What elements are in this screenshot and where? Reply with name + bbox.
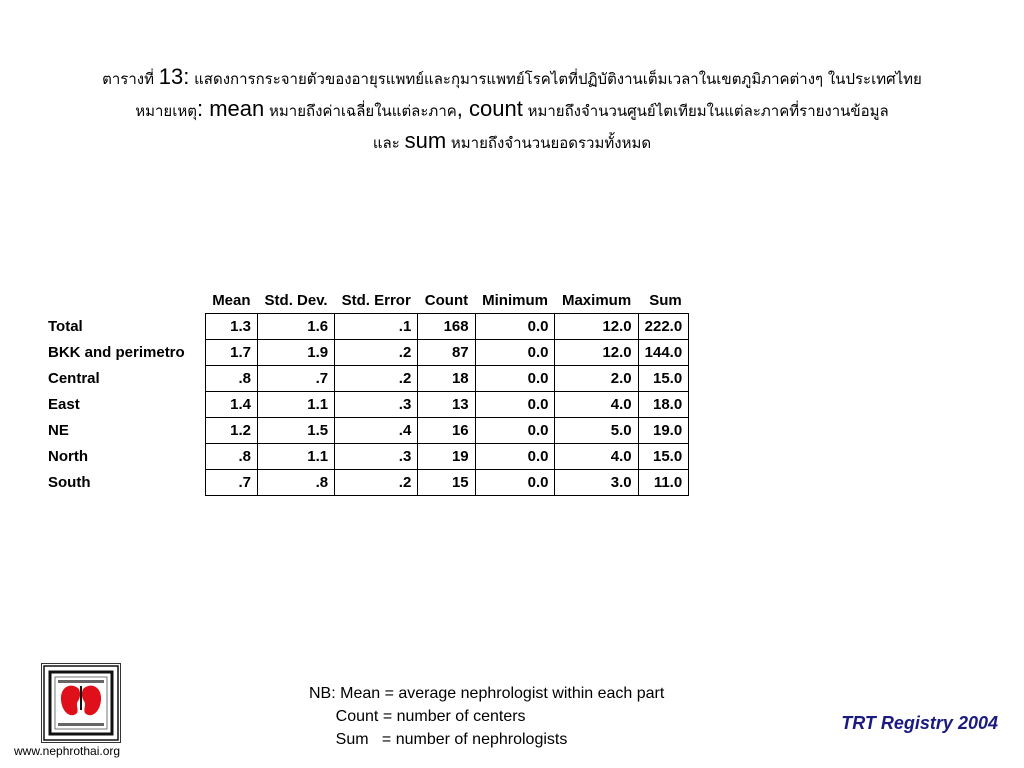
- table-cell: 2.0: [555, 366, 638, 392]
- table-cell: .8: [258, 470, 335, 496]
- note-sum: Sum = number of nephrologists: [309, 731, 568, 748]
- table-cell: 0.0: [475, 340, 555, 366]
- column-header: Std. Dev.: [264, 292, 328, 309]
- table-cell: 18: [418, 366, 475, 392]
- table-cell: 1.2: [205, 418, 257, 444]
- table-cell: 1.6: [258, 314, 335, 340]
- title-table-number: 13:: [158, 64, 190, 89]
- column-header: Mean: [212, 292, 251, 309]
- table-cell: 19: [418, 444, 475, 470]
- note-mean: NB: Mean = average nephrologist within each part: [309, 685, 665, 702]
- table-cell: 144.0: [638, 340, 689, 366]
- title-description: แสดงการกระจายตัวของอายุรแพทย์และกุมารแพทย์โรคไตที่ปฏิบัติงานเต็มเวลาในเขตภูมิภาคต่างๆ ในประเทศไทย: [189, 70, 922, 88]
- column-header: Maximum: [561, 292, 632, 309]
- column-header: Minimum: [482, 292, 548, 309]
- table-cell: 1.9: [258, 340, 335, 366]
- table-cell: 1.1: [258, 392, 335, 418]
- table-row: [42, 444, 689, 470]
- term-count: , count: [456, 96, 523, 121]
- table-cell: 1.4: [205, 392, 257, 418]
- table-row: [42, 366, 689, 392]
- title-line-2: [0, 94, 1024, 126]
- row-label: Central: [48, 370, 100, 387]
- notes-block: [309, 682, 664, 751]
- table-cell: 0.0: [475, 314, 555, 340]
- slide-title: [0, 62, 1024, 158]
- title-line-3: [0, 126, 1024, 158]
- table-cell: 1.7: [205, 340, 257, 366]
- row-label: East: [48, 396, 80, 413]
- table-cell: 12.0: [555, 314, 638, 340]
- term-mean: : mean: [196, 96, 265, 121]
- table-cell: 0.0: [475, 470, 555, 496]
- note-label: หมายเหตุ: [135, 102, 197, 120]
- term-sum: sum: [404, 128, 447, 153]
- column-header: Sum: [649, 292, 682, 309]
- table-cell: 168: [418, 314, 475, 340]
- table-cell: .1: [335, 314, 418, 340]
- table-cell: 1.1: [258, 444, 335, 470]
- registry-label: TRT Registry 2004: [841, 713, 998, 733]
- table-cell: 19.0: [638, 418, 689, 444]
- and-label: และ: [372, 134, 405, 152]
- table-cell: .7: [258, 366, 335, 392]
- table-cell: .2: [335, 340, 418, 366]
- count-definition: หมายถึงจำนวนศูนย์ไตเทียมในแต่ละภาคที่รายงานข้อมูล: [522, 102, 889, 120]
- table-cell: .2: [335, 470, 418, 496]
- table-cell: 12.0: [555, 340, 638, 366]
- table-row: [42, 418, 689, 444]
- row-label: NE: [48, 422, 69, 439]
- table-cell: 0.0: [475, 444, 555, 470]
- table-cell: .7: [205, 470, 257, 496]
- sum-definition: หมายถึงจำนวนยอดรวมทั้งหมด: [446, 134, 652, 152]
- row-label: BKK and perimetro: [48, 344, 185, 361]
- table-header-row: [42, 287, 689, 314]
- column-header: Count: [424, 292, 469, 309]
- table-cell: 0.0: [475, 418, 555, 444]
- row-label: North: [48, 448, 88, 465]
- table-body: [42, 314, 689, 496]
- table-cell: 16: [418, 418, 475, 444]
- table-cell: 11.0: [638, 470, 689, 496]
- table-corner: [42, 287, 205, 314]
- table-cell: 15: [418, 470, 475, 496]
- table-cell: .3: [335, 444, 418, 470]
- kidney-seal-icon: [41, 663, 121, 743]
- row-label: South: [48, 474, 91, 491]
- column-header: Std. Error: [341, 292, 411, 309]
- title-line-1: [0, 62, 1024, 94]
- table-cell: 222.0: [638, 314, 689, 340]
- table-cell: .4: [335, 418, 418, 444]
- table-cell: 0.0: [475, 366, 555, 392]
- table-cell: 0.0: [475, 392, 555, 418]
- table-cell: 18.0: [638, 392, 689, 418]
- mean-definition: หมายถึงค่าเฉลี่ยในแต่ละภาค: [264, 102, 457, 120]
- table-cell: 4.0: [555, 444, 638, 470]
- statistics-table: [42, 287, 689, 496]
- table-row: [42, 340, 689, 366]
- table-row: [42, 392, 689, 418]
- table-cell: 15.0: [638, 366, 689, 392]
- table-cell: 1.3: [205, 314, 257, 340]
- table-cell: 15.0: [638, 444, 689, 470]
- website-url: www.nephrothai.org: [14, 744, 121, 758]
- table-row: [42, 470, 689, 496]
- row-label: Total: [48, 318, 83, 335]
- table-cell: 5.0: [555, 418, 638, 444]
- table-cell: 4.0: [555, 392, 638, 418]
- table-cell: .8: [205, 444, 257, 470]
- table-cell: 1.5: [258, 418, 335, 444]
- table-row: [42, 314, 689, 340]
- table-cell: 87: [418, 340, 475, 366]
- table-cell: .2: [335, 366, 418, 392]
- note-count: Count = number of centers: [309, 708, 526, 725]
- title-table-label: ตารางที่: [102, 70, 159, 88]
- table-cell: .8: [205, 366, 257, 392]
- table-cell: 13: [418, 392, 475, 418]
- table-cell: .3: [335, 392, 418, 418]
- table-cell: 3.0: [555, 470, 638, 496]
